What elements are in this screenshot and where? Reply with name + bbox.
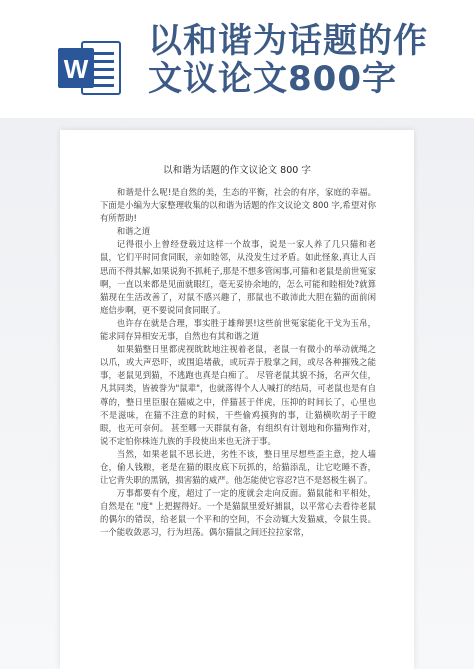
word-logo-letter: W <box>63 54 89 84</box>
document-page <box>60 130 414 669</box>
paragraph-cat: 如果猫整日里都虎视眈眈地注视着老鼠，老鼠一有微小的举动就绳之以爪，或大声恐吓，或围追堵截，或玩弄于股掌之间，或尽各种摧残之能事，老鼠见到猫，不逃跑也真是白痴了。 尽管老鼠其貌不扬，名声欠佳，凡其同类，皆被誉为"鼠辈"，也就落得个人人喊打的结局，可老鼠也是有自尊的，整日里臣服在猫威之中，伴猫甚于伴虎，压抑的时间长了，心里也不是滋味，在猫不注意的时候，干些偷鸡摸狗的事，让猫横吹胡子干瞪眼，也无可奈何。 甚至哪一天群鼠有备，有组织有计划地和你猫殉作对，说不定怕你株连九族的手段使出来也无济于事。 <box>100 344 376 446</box>
paragraph-story: 记得很小上曾经登载过这样一个故事，说是一家人养了几只猫和老鼠，它们平时同食同眠，亲如睦邻，从没发生过矛盾。如此怪象,真让人百思而不得其解,如果说狗不抓耗子,那是不想多管闲事,可猫和老鼠是前世冤家啊，一直以来都是见面就眼红，毫无妥协余地的，怎么可能和睦相处?就算猫现在生活改善了，对鼠不感兴趣了，那鼠也不敢沛此大胆在猫的面前闲庭信步啊，更不要说同食同眠了。 <box>100 239 376 315</box>
banner-title-line-1: 以和谐为话题的作 <box>148 21 428 61</box>
banner-title-line-2: 文议论文800字 <box>148 59 397 99</box>
paragraph-intro: 和谐是什么呢!是自然的美，生态的平衡，社会的有序，家庭的幸福。下面是小编为大家整理收集的以和谐为话题的作文议论文 800 字,希望对你有所帮助! <box>100 187 376 224</box>
banner-header <box>0 0 474 118</box>
paragraph-reason: 也许存在就是合理，事实胜于雄辩罢!这些前世冤家能化干戈为玉帛，能求同存异相安无事，自然也有其和谐之道 <box>100 317 376 342</box>
banner-title <box>148 22 468 98</box>
document-title: 以和谐为话题的作文议论文 800 字 <box>163 165 311 176</box>
paragraph-degree: 万事都要有个度，超过了一定的度就会走向反面。猫鼠能和平相处，自然是在 "度" 上把握得好。一个是猫鼠里爱好捕鼠，以平常心去看待老鼠的偶尔的错误，给老鼠一个平和的空间，不会动辄大发猫威，令鼠生畏。一个能收敛恶习，行为坦荡。偶尔猫鼠之间还拉拉家常， <box>100 488 376 538</box>
paragraph-mouse: 当然，如果老鼠不思长进，劣性不该，整日里尽想些歪主意，挖人墙仓，偷人钱粮，老是在猫的眼皮底下玩抓的，给猫添乱，让它吃睡不香，让它背失职的黑锅，损害猫的威严。他怎能使它容忍?岂不是怒极生祸了。 <box>100 448 376 486</box>
document-body <box>100 186 376 540</box>
section-heading: 和谐之道 <box>116 226 151 237</box>
word-logo-icon <box>58 38 122 98</box>
